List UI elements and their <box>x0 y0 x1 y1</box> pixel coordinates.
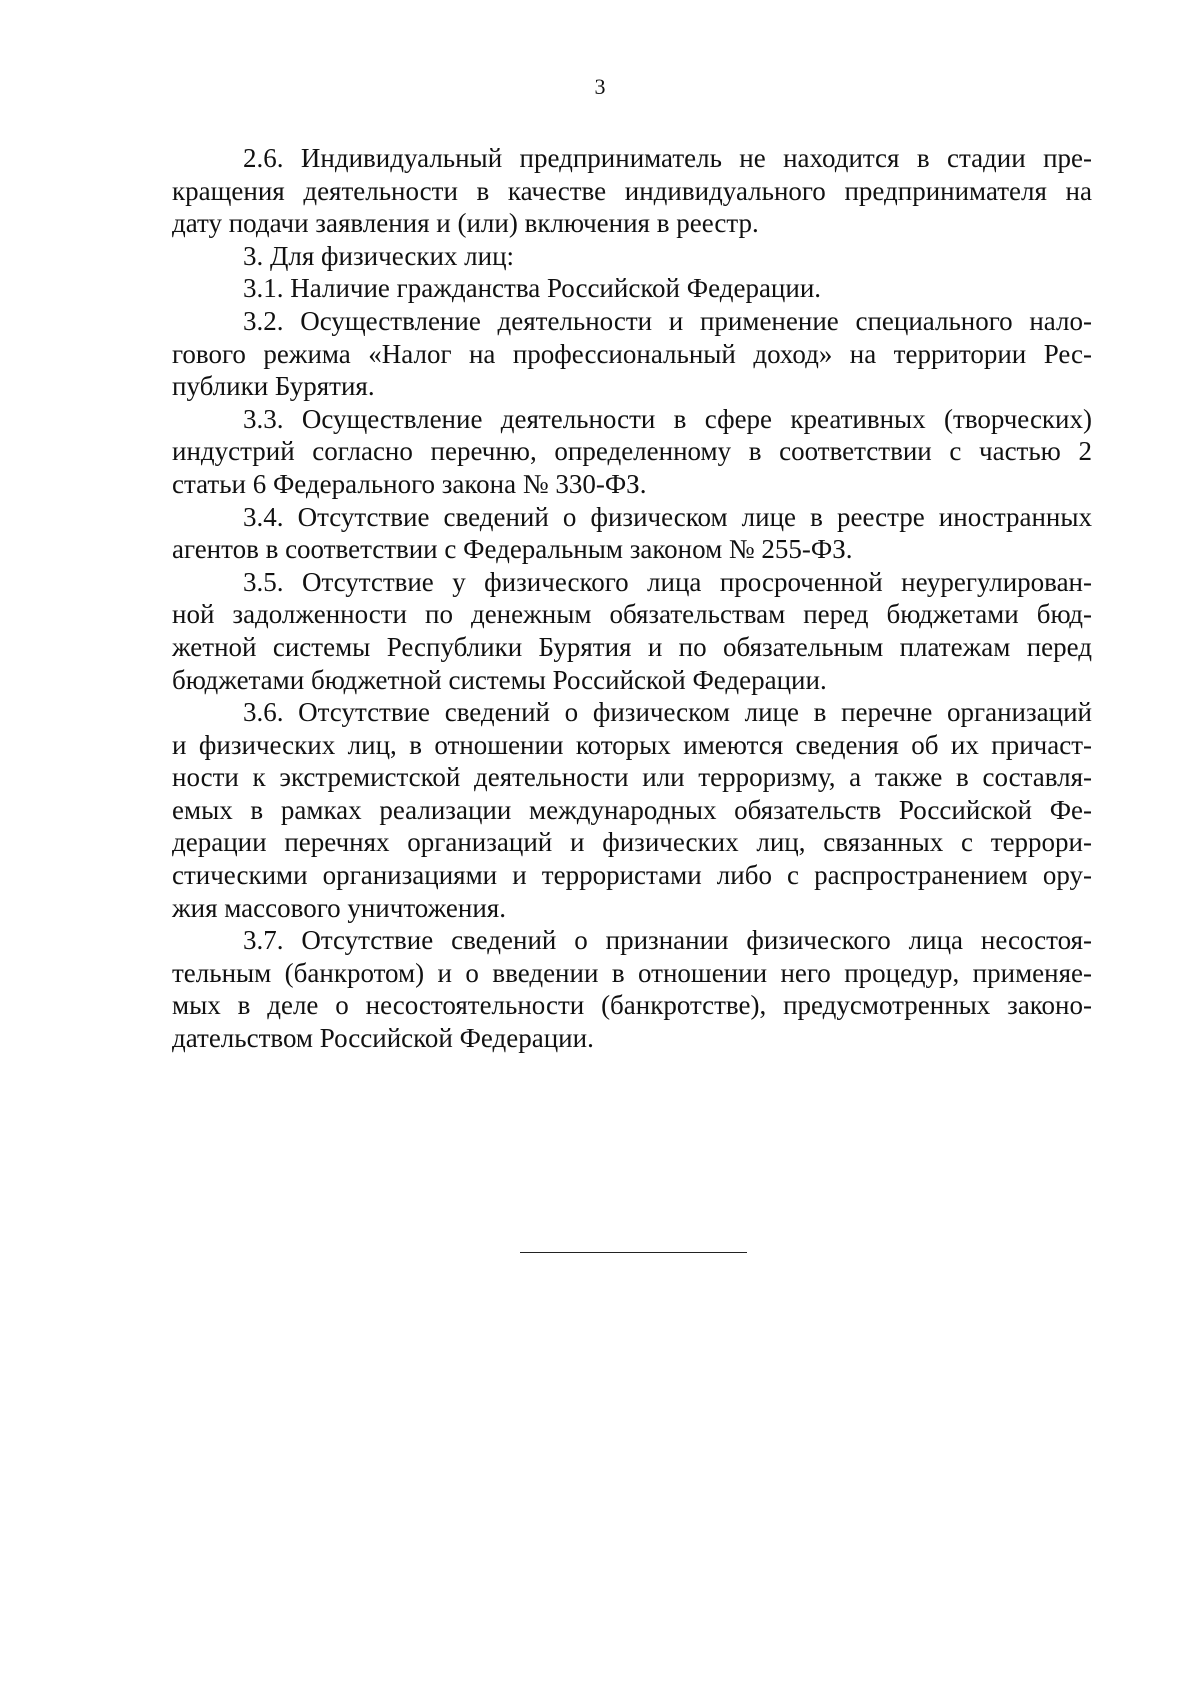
text-line: ности к экстремистской деятельности или терроризму, а также в составля- <box>172 762 1092 793</box>
text-line: жетной системы Республики Бурятия и по обязательным платежам перед <box>172 631 1092 662</box>
paragraph-p-3-7 <box>172 924 1092 1054</box>
paragraph-p-3 <box>172 240 1092 273</box>
text-line: статьи 6 Федерального закона № 330-ФЗ. <box>172 468 647 499</box>
text-line: 3. Для физических лиц: <box>243 240 515 271</box>
text-line: агентов в соответствии с Федеральным законом № 255-ФЗ. <box>172 534 853 565</box>
text-line: стическими организациями и террористами либо с распространением ору- <box>172 860 1092 891</box>
text-line: ной задолженности по денежным обязательствам перед бюджетами бюд- <box>172 599 1092 630</box>
text-line: тельным (банкротом) и о введении в отношении него процедур, применяе- <box>172 957 1092 988</box>
paragraph-p-3-2 <box>172 305 1092 403</box>
text-line: индустрий согласно перечню, определенному в соответствии с частью 2 <box>172 436 1092 467</box>
text-line: кращения деятельности в качестве индивидуального предпринимателя на <box>172 175 1092 206</box>
text-line: и физических лиц, в отношении которых имеются сведения об их причаст- <box>172 729 1092 760</box>
text-line: емых в рамках реализации международных обязательств Российской Фе- <box>172 794 1092 825</box>
text-line: 3.7. Отсутствие сведений о признании физического лица несостоя- <box>243 925 1092 956</box>
paragraph-p-3-6 <box>172 696 1092 924</box>
paragraph-p-3-3 <box>172 403 1092 501</box>
page-number: 3 <box>594 74 606 99</box>
text-line: мых в деле о несостоятельности (банкротстве), предусмотренных законо- <box>172 990 1092 1021</box>
text-line: 2.6. Индивидуальный предприниматель не находится в стадии пре- <box>243 143 1092 173</box>
text-line: 3.2. Осуществление деятельности и применение специального нало- <box>243 305 1092 336</box>
text-line: дату подачи заявления и (или) включения в реестр. <box>172 208 759 239</box>
text-line: гового режима «Налог на профессиональный доход» на территории Рес- <box>172 338 1092 369</box>
paragraph-p-3-4 <box>172 501 1092 566</box>
text-line: бюджетами бюджетной системы Российской Федерации. <box>172 664 827 695</box>
text-line: 3.6. Отсутствие сведений о физическом лице в перечне организаций <box>243 697 1092 728</box>
paragraph-p-3-5 <box>172 566 1092 696</box>
text-line: дательством Российской Федерации. <box>172 1023 594 1054</box>
closing-rule <box>520 1252 747 1253</box>
text-line: 3.3. Осуществление деятельности в сфере креативных (творческих) <box>243 403 1092 434</box>
text-line: 3.1. Наличие гражданства Российской Федерации. <box>243 273 822 304</box>
text-line: 3.4. Отсутствие сведений о физическом лице в реестре иностранных <box>243 501 1092 532</box>
text-line: дерации перечнях организаций и физических лиц, связанных с террори- <box>172 827 1092 858</box>
paragraph-p-2-6 <box>172 142 1092 240</box>
text-line: публики Бурятия. <box>172 371 375 402</box>
text-line: жия массового уничтожения. <box>172 892 506 923</box>
paragraph-p-3-1 <box>172 272 1092 305</box>
text-line: 3.5. Отсутствие у физического лица просроченной неурегулирован- <box>243 566 1092 597</box>
document-body <box>172 142 1092 1055</box>
